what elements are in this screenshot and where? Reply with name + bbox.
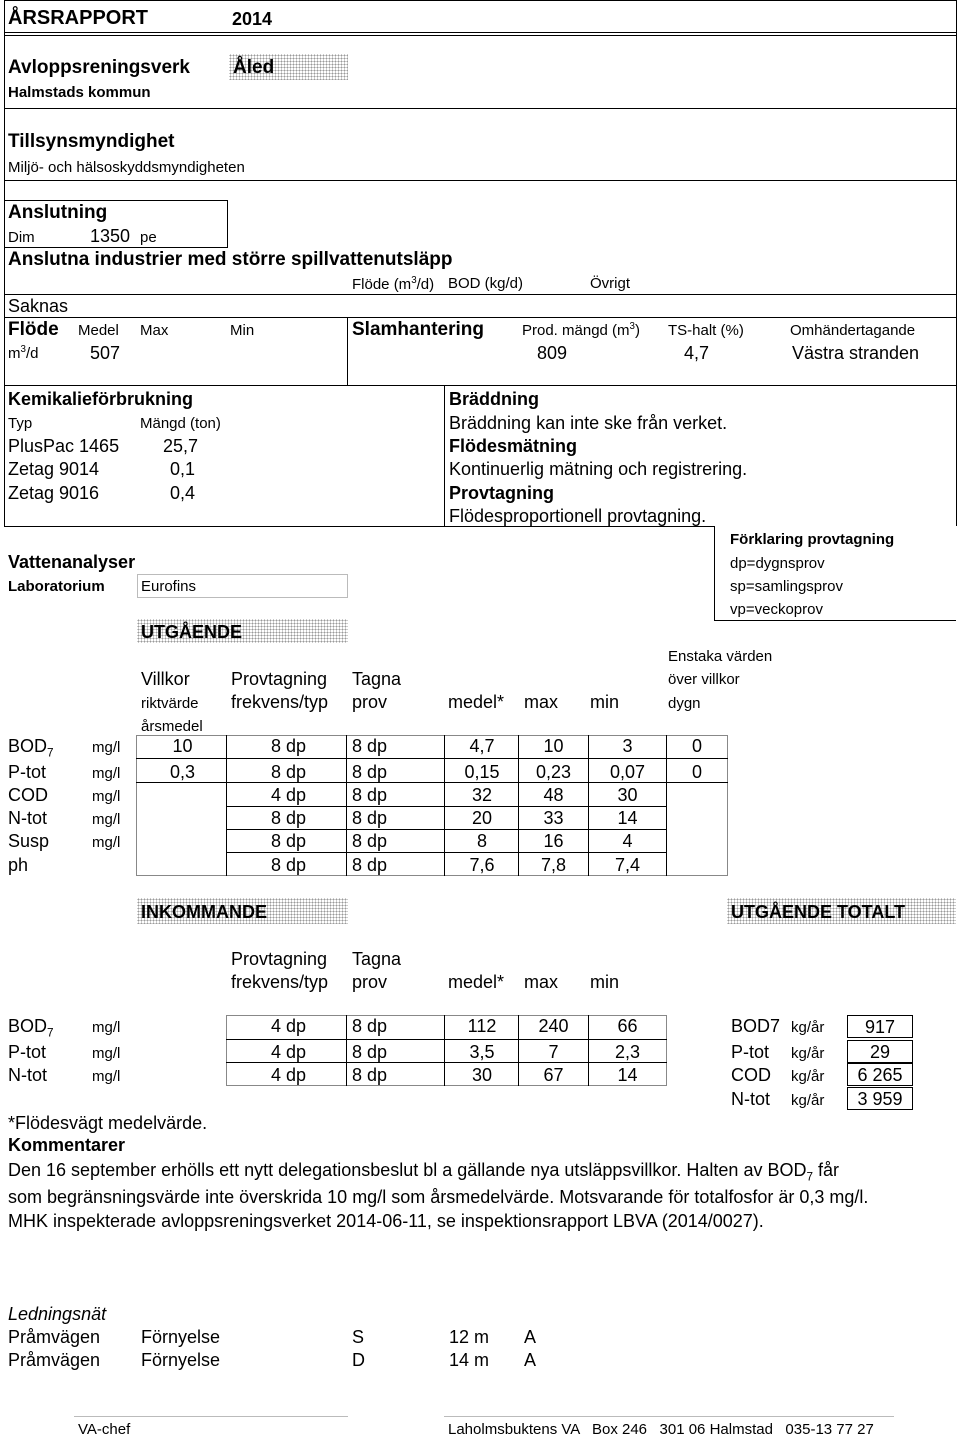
total-title-field [727,898,956,924]
legend-dp: dp=dygnsprov [730,555,825,572]
h-tagna: Tagna [352,669,402,689]
overflow-text: Bräddning kan inte ske från verket. [449,413,728,433]
network-class: A [524,1327,537,1347]
grid-line [444,735,445,876]
out-min: 3 [622,736,633,756]
lab-label: Laboratorium [8,578,105,595]
incoming-title: INKOMMANDE [141,902,267,922]
network-length: 12 m [449,1327,490,1347]
chemical-type: Zetag 9016 [8,483,100,503]
in-param: N-tot [8,1065,48,1085]
out-min: 0,07 [609,762,646,782]
report-year: 2014 [232,9,273,29]
grid-line [588,735,589,876]
in-unit: mg/l [92,1068,121,1085]
network-place: Pråmvägen [8,1327,101,1347]
divider [4,294,957,295]
grid-line [136,758,728,759]
legend-border [714,620,956,621]
divider [4,526,714,527]
out-unit: mg/l [92,834,121,851]
incoming-title-field [137,898,348,924]
flow-measurement-title: Flödesmätning [449,436,578,456]
overflow-title: Bräddning [449,389,539,409]
in-h-provtagning: Provtagning [231,949,328,969]
network-action: Förnyelse [141,1327,221,1347]
out-taken: 8 dp [352,785,388,805]
in-freq: 4 dp [271,1065,307,1085]
frame-right [956,0,957,526]
out-mean: 7,6 [469,855,495,875]
total-param: COD [731,1065,771,1085]
network-code: S [352,1327,365,1347]
in-min: 66 [617,1016,638,1036]
sludge-ts-value: 4,7 [684,343,710,363]
network-class: A [524,1350,537,1370]
chemicals-type-label: Typ [8,415,33,432]
out-taken: 8 dp [352,736,388,756]
grid-line [226,1062,667,1063]
grid-line [346,735,347,876]
frame-top [4,0,957,1]
in-h-prov: prov [352,972,388,992]
out-max: 7,8 [540,855,567,875]
out-min: 14 [617,808,638,828]
out-cond: 10 [172,736,193,756]
in-min: 2,3 [614,1042,641,1062]
h-medel: medel* [448,692,505,712]
col-flow: Flöde $(m^3/d)$ [352,275,435,293]
out-param: ph [8,855,29,875]
out-taken: 8 dp [352,808,388,828]
chemical-amount: 25,7 [163,436,199,456]
grid-line [226,806,666,807]
flow-medel: Medel [78,322,119,339]
out-param: Susp [8,831,50,851]
out-mean: 20 [471,808,493,828]
out-mean: 0,15 [464,762,500,782]
footnote: *Flödesvägt medelvärde. [8,1113,208,1133]
in-unit: mg/l [92,1019,121,1036]
grid-line [444,1015,445,1086]
h-min: min [590,692,620,712]
in-mean: 3,5 [469,1042,495,1062]
grid-line [518,735,519,876]
total-value: 3 959 [847,1087,913,1110]
total-param: N-tot [731,1089,771,1109]
flow-value: 507 [90,343,121,363]
authority-label: Tillsynsmyndighet [8,131,175,152]
in-h-frekvens: frekvens/typ [231,972,329,992]
flow-min: Min [230,322,255,339]
out-max: 48 [543,785,564,805]
footer-rule [74,1416,348,1417]
dim-unit: pe [140,229,157,246]
network-action: Förnyelse [141,1350,221,1370]
grid-line [226,735,227,876]
in-freq: 4 dp [271,1016,307,1036]
chemicals-label: Kemikalieförbrukning [8,389,194,409]
legend-vp: vp=veckoprov [730,601,823,618]
sampling-text: Flödesproportionell provtagning. [449,506,707,526]
out-param: P-tot [8,762,47,782]
comments-title: Kommentarer [8,1135,126,1155]
total-value: 29 [847,1040,913,1063]
chemical-amount: 0,4 [170,483,196,503]
grid-line [346,1015,347,1086]
total-unit: kg/år [791,1068,825,1085]
network-title: Ledningsnät [8,1304,107,1324]
out-unit: mg/l [92,811,121,828]
h-villkor: Villkor [141,669,190,689]
flow-max: Max [140,322,169,339]
comments-line-1: Den 16 september erhölls ett nytt delegationsbeslut bl a gällande nya utsläppsvillkor. Halten av $BOD_7$ får [8,1160,839,1184]
divider [4,385,957,386]
in-freq: 4 dp [271,1042,307,1062]
divider [4,35,957,36]
in-h-max: max [524,972,559,992]
grid-line [226,852,666,853]
out-max: 10 [543,736,564,756]
out-freq: 8 dp [271,831,307,851]
authority-name: Miljö- och hälsoskyddsmyndigheten [8,159,245,176]
h-arsmedel: årsmedel [141,718,203,735]
out-param: N-tot [8,808,48,828]
connection-label: Anslutning [8,202,108,223]
sludge-prod-label: Prod. mängd $(m^3)$ [522,321,640,339]
dim-label: Dim [8,229,35,246]
h-enstaka: Enstaka värden [668,648,773,665]
grid-line [226,1039,667,1040]
out-freq: 4 dp [271,785,307,805]
total-param: P-tot [731,1042,770,1062]
h-riktvarde: riktvärde [141,695,199,712]
municipality: Halmstads kommun [8,84,151,101]
in-mean: 30 [471,1065,493,1085]
legend-border [714,526,715,621]
out-min: 7,4 [614,855,641,875]
sludge-ts-label: TS-halt (%) [668,322,744,339]
col-bod: BOD (kg/d) [448,275,524,292]
in-param: P-tot [8,1042,47,1062]
out-mean: 8 [476,831,487,851]
flow-unit: $m^3/d$ [8,344,39,362]
sludge-prod-value: 809 [537,343,568,363]
chemical-amount: 0,1 [170,459,196,479]
h-dygn: dygn [668,695,701,712]
total-unit: kg/år [791,1092,825,1109]
out-param: COD [8,785,48,805]
out-freq: 8 dp [271,855,307,875]
divider-vertical [347,317,348,385]
divider [4,180,957,181]
out-cond: 0,3 [169,762,196,782]
out-over: 0 [691,762,702,782]
divider [4,317,957,318]
network-place: Pråmvägen [8,1350,101,1370]
sludge-handling-value: Västra stranden [792,343,920,363]
industries-none: Saknas [8,296,69,316]
lab-value: Eurofins [141,578,197,595]
out-mean: 32 [471,785,493,805]
out-freq: 8 dp [271,762,307,782]
sampling-title: Provtagning [449,483,555,503]
chemical-type: PlusPac 1465 [8,436,120,456]
out-param: $BOD_7$ [8,736,54,760]
out-max: 0,23 [535,762,572,782]
in-max: 240 [538,1016,569,1036]
total-title: UTGÅENDE TOTALT [731,902,905,922]
total-unit: kg/år [791,1019,825,1036]
sludge-handling-label: Omhändertagande [790,322,916,339]
plant-name: Åled [233,57,275,78]
out-taken: 8 dp [352,855,388,875]
plant-label: Avloppsreningsverk [8,57,190,78]
industries-label: Anslutna industrier med större spillvattenutsläpp [8,249,453,270]
out-unit: mg/l [92,765,121,782]
grid-line [666,735,667,876]
h-over: över villkor [668,671,740,688]
chemical-type: Zetag 9014 [8,459,100,479]
out-max: 16 [543,831,564,851]
in-taken: 8 dp [352,1016,388,1036]
in-min: 14 [617,1065,638,1085]
legend-sp: sp=samlingsprov [730,578,843,595]
lab-field [137,574,348,598]
divider [4,108,957,109]
divider [4,32,957,33]
outgoing-title-field [137,619,348,643]
out-freq: 8 dp [271,808,307,828]
out-min: 30 [617,785,638,805]
comments-line-2: som begränsningsvärde inte överskrida 10 mg/l som årsmedelvärde. Motsvarande för totalfosfor är 0,3 mg/l. [8,1187,869,1207]
divider-vertical [444,385,445,526]
in-taken: 8 dp [352,1065,388,1085]
total-value: 6 265 [847,1063,913,1086]
total-value: 917 [847,1015,913,1038]
col-other: Övrigt [590,275,631,292]
in-h-tagna: Tagna [352,949,402,969]
out-freq: 8 dp [271,736,307,756]
report-title: ÅRSRAPPORT [8,7,149,29]
footer-role: VA-chef [78,1421,131,1438]
h-max: max [524,692,559,712]
in-max: 7 [548,1042,559,1062]
in-h-min: min [590,972,620,992]
water-analyses-label: Vattenanalyser [8,552,136,572]
h-provtagning: Provtagning [231,669,328,689]
in-max: 67 [543,1065,564,1085]
plant-name-field [229,54,348,80]
dim-value: 1350 [90,226,131,246]
out-over: 0 [691,736,702,756]
outgoing-title: UTGÅENDE [141,622,243,642]
in-param: $BOD_7$ [8,1016,54,1040]
grid-line [136,782,728,783]
frame-left [4,0,5,526]
network-length: 14 m [449,1350,490,1370]
flow-label: Flöde [8,319,59,340]
h-frekvens: frekvens/typ [231,692,329,712]
sludge-label: Slamhantering [352,319,484,340]
in-mean: 112 [467,1016,497,1036]
chemicals-amount-label: Mängd (ton) [140,415,221,432]
in-h-medel: medel* [448,972,505,992]
legend-title: Förklaring provtagning [730,531,895,548]
total-param: BOD7 [731,1016,781,1036]
out-max: 33 [543,808,564,828]
footer-rule [444,1416,894,1417]
in-unit: mg/l [92,1045,121,1062]
grid-line [226,829,666,830]
comments-line-3: MHK inspekterade avloppsreningsverket 2014-06-11, se inspektionsrapport LBVA (2014/0027). [8,1211,764,1231]
total-unit: kg/år [791,1045,825,1062]
out-min: 4 [622,831,633,851]
out-unit: mg/l [92,788,121,805]
out-mean: 4,7 [469,736,495,756]
h-prov: prov [352,692,388,712]
flow-measurement-text: Kontinuerlig mätning och registrering. [449,459,748,479]
out-unit: mg/l [92,739,121,756]
network-code: D [352,1350,365,1370]
out-taken: 8 dp [352,762,388,782]
footer-company: Laholmsbuktens VA Box 246 301 06 Halmstad 035-13 77 27 [448,1421,874,1438]
out-taken: 8 dp [352,831,388,851]
in-taken: 8 dp [352,1042,388,1062]
